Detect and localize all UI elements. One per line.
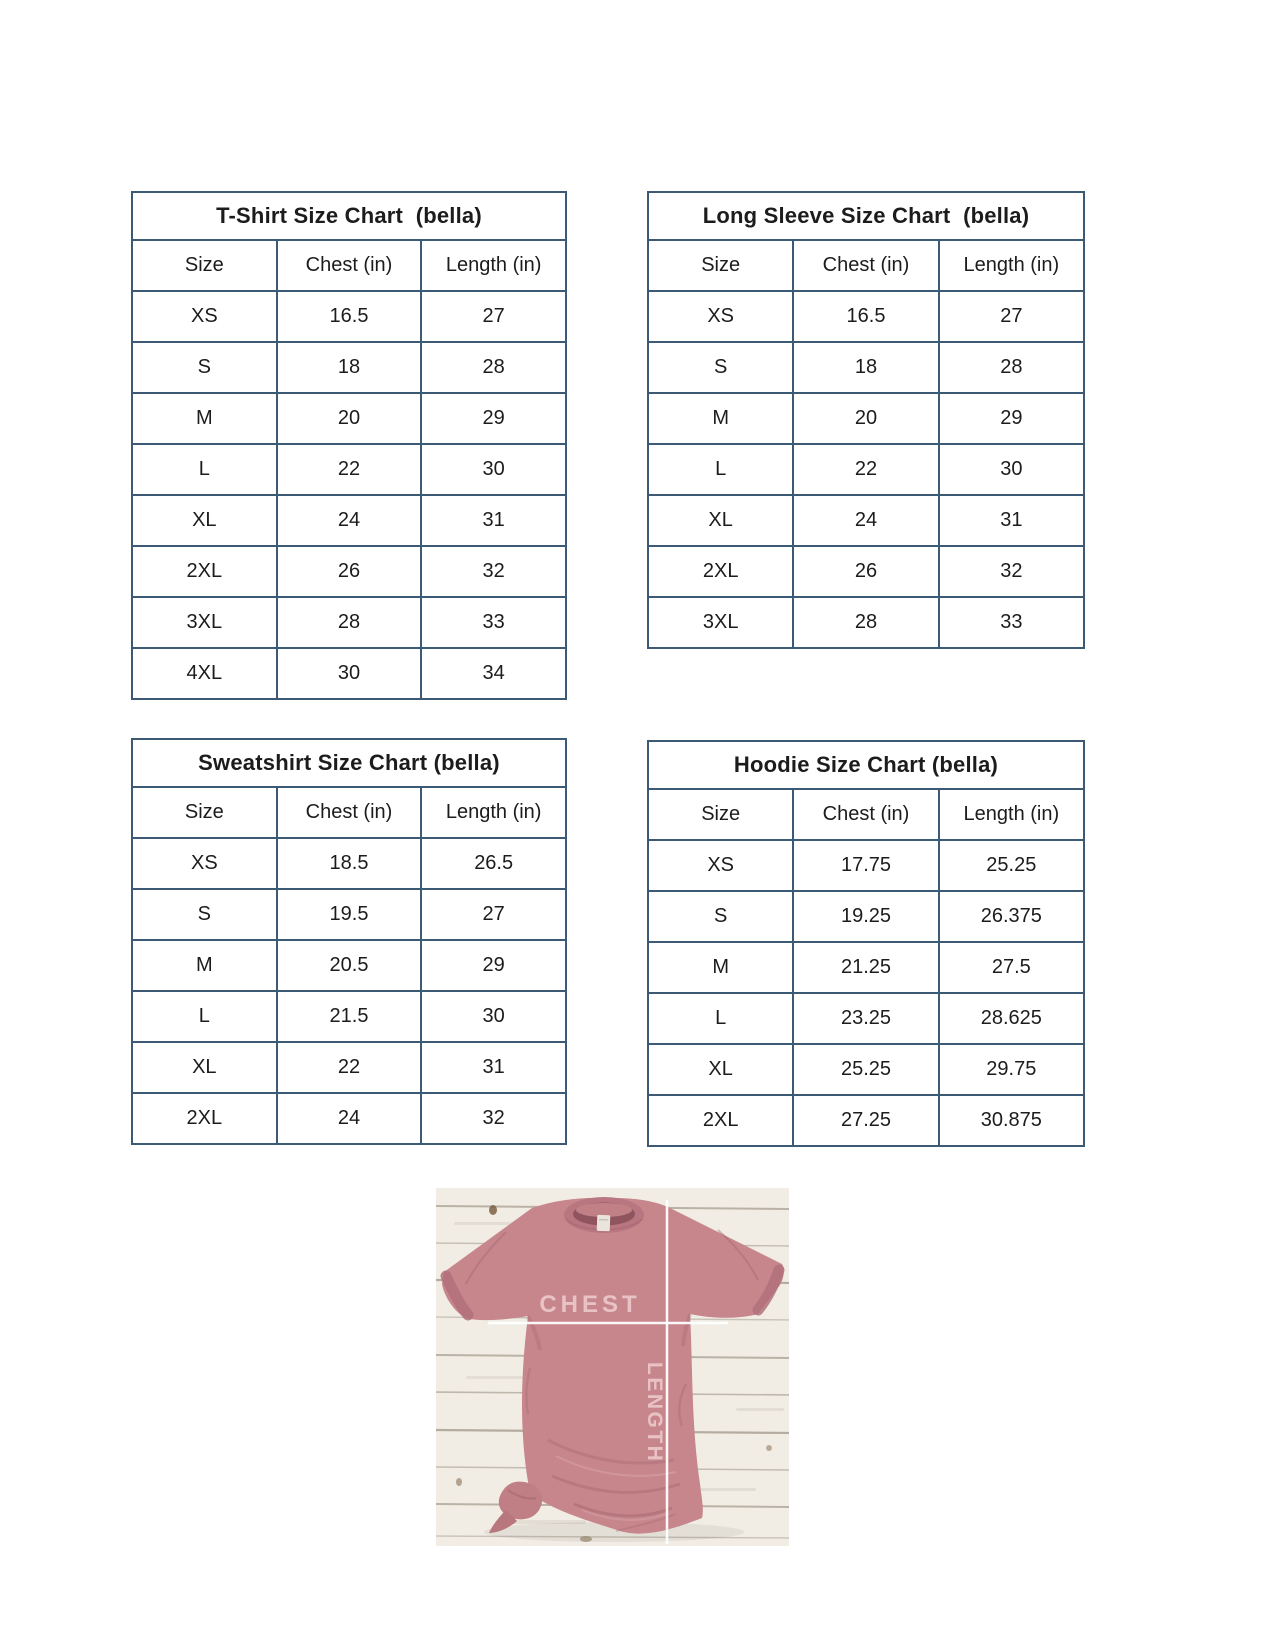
length-cell: 28.625	[939, 993, 1084, 1044]
size-row	[132, 291, 566, 342]
length-cell: 30	[421, 444, 566, 495]
length-cell: 32	[421, 546, 566, 597]
size-cell: XS	[132, 838, 277, 889]
column-header-row	[648, 789, 1084, 840]
table-body	[132, 787, 566, 1144]
table-title: T-Shirt Size Chart (bella)	[132, 192, 566, 240]
column-header-row	[132, 787, 566, 838]
chest-cell: 18.5	[277, 838, 422, 889]
size-row	[132, 393, 566, 444]
table-title-row	[648, 741, 1084, 789]
chest-cell: 20	[793, 393, 938, 444]
length-cell: 33	[939, 597, 1084, 648]
tshirt-table	[131, 191, 567, 700]
length-cell: 29	[421, 393, 566, 444]
size-cell: XL	[648, 1044, 793, 1095]
size-cell: 2XL	[648, 546, 793, 597]
length-cell: 28	[939, 342, 1084, 393]
hoodie-table	[647, 740, 1085, 1147]
size-cell: XS	[648, 291, 793, 342]
size-row	[132, 1093, 566, 1144]
size-cell: L	[132, 991, 277, 1042]
chest-cell: 22	[277, 444, 422, 495]
size-cell: XL	[132, 1042, 277, 1093]
size-row	[132, 444, 566, 495]
chest-column-header: Chest (in)	[277, 787, 422, 838]
table-title: Sweatshirt Size Chart (bella)	[132, 739, 566, 787]
chest-cell: 21.25	[793, 942, 938, 993]
chest-cell: 28	[793, 597, 938, 648]
length-cell: 27	[939, 291, 1084, 342]
size-row	[648, 942, 1084, 993]
long-sleeve-table	[647, 191, 1085, 649]
chest-cell: 28	[277, 597, 422, 648]
length-cell: 33	[421, 597, 566, 648]
size-cell: S	[648, 891, 793, 942]
size-cell: 3XL	[132, 597, 277, 648]
chest-cell: 27.25	[793, 1095, 938, 1146]
length-cell: 31	[421, 1042, 566, 1093]
size-row	[132, 495, 566, 546]
table-body	[648, 789, 1084, 1146]
chest-cell: 16.5	[793, 291, 938, 342]
chest-cell: 30	[277, 648, 422, 699]
size-cell: L	[648, 993, 793, 1044]
size-column-header: Size	[648, 789, 793, 840]
size-row	[648, 393, 1084, 444]
length-column-header: Length (in)	[939, 240, 1084, 291]
chest-cell: 21.5	[277, 991, 422, 1042]
column-header-row	[132, 240, 566, 291]
neck-tag	[597, 1215, 611, 1231]
size-row	[648, 546, 1084, 597]
length-cell: 29	[939, 393, 1084, 444]
shirt-measurement-photo	[436, 1188, 789, 1546]
size-row	[648, 891, 1084, 942]
size-column-header: Size	[132, 240, 277, 291]
length-cell: 28	[421, 342, 566, 393]
table-title-row	[132, 739, 566, 787]
size-row	[132, 838, 566, 889]
chest-cell: 25.25	[793, 1044, 938, 1095]
chest-cell: 24	[277, 495, 422, 546]
length-cell: 29.75	[939, 1044, 1084, 1095]
size-row	[132, 1042, 566, 1093]
chest-cell: 22	[793, 444, 938, 495]
size-cell: M	[648, 393, 793, 444]
size-cell: M	[648, 942, 793, 993]
length-cell: 32	[421, 1093, 566, 1144]
size-column-header: Size	[132, 787, 277, 838]
size-row	[648, 1095, 1084, 1146]
table-title: Hoodie Size Chart (bella)	[648, 741, 1084, 789]
chest-cell: 23.25	[793, 993, 938, 1044]
length-cell: 31	[421, 495, 566, 546]
length-column-header: Length (in)	[939, 789, 1084, 840]
size-chart-hoodie	[647, 740, 1085, 1147]
table-body	[648, 240, 1084, 648]
size-cell: 2XL	[648, 1095, 793, 1146]
length-cell: 27	[421, 291, 566, 342]
length-cell: 25.25	[939, 840, 1084, 891]
size-column-header: Size	[648, 240, 793, 291]
size-row	[648, 444, 1084, 495]
size-cell: L	[648, 444, 793, 495]
size-row	[648, 1044, 1084, 1095]
length-column-header: Length (in)	[421, 787, 566, 838]
length-cell: 34	[421, 648, 566, 699]
size-cell: XS	[132, 291, 277, 342]
size-row	[648, 993, 1084, 1044]
table-title-row	[132, 192, 566, 240]
chest-cell: 22	[277, 1042, 422, 1093]
size-cell: S	[132, 342, 277, 393]
length-cell: 29	[421, 940, 566, 991]
size-chart-tshirt	[131, 191, 567, 700]
size-row	[132, 991, 566, 1042]
chest-cell: 20.5	[277, 940, 422, 991]
length-cell: 32	[939, 546, 1084, 597]
chest-cell: 26	[277, 546, 422, 597]
chest-cell: 18	[793, 342, 938, 393]
size-cell: M	[132, 393, 277, 444]
sweatshirt-table	[131, 738, 567, 1145]
size-cell: XL	[132, 495, 277, 546]
size-cell: M	[132, 940, 277, 991]
size-row	[132, 342, 566, 393]
size-cell: XS	[648, 840, 793, 891]
table-body	[132, 240, 566, 699]
size-row	[648, 495, 1084, 546]
size-cell: S	[132, 889, 277, 940]
size-row	[648, 840, 1084, 891]
size-row	[648, 342, 1084, 393]
size-cell: 4XL	[132, 648, 277, 699]
length-cell: 27.5	[939, 942, 1084, 993]
size-row	[132, 940, 566, 991]
chest-cell: 18	[277, 342, 422, 393]
size-chart-long-sleeve	[647, 191, 1085, 649]
chest-cell: 24	[793, 495, 938, 546]
chest-cell: 19.25	[793, 891, 938, 942]
size-row	[132, 648, 566, 699]
length-cell: 30	[939, 444, 1084, 495]
column-header-row	[648, 240, 1084, 291]
chest-cell: 19.5	[277, 889, 422, 940]
size-cell: L	[132, 444, 277, 495]
length-cell: 30	[421, 991, 566, 1042]
length-cell: 27	[421, 889, 566, 940]
chest-column-header: Chest (in)	[793, 789, 938, 840]
chest-cell: 16.5	[277, 291, 422, 342]
chest-cell: 20	[277, 393, 422, 444]
length-label: LENGTH	[643, 1362, 666, 1464]
table-title-row	[648, 192, 1084, 240]
size-cell: 2XL	[132, 546, 277, 597]
chest-cell: 17.75	[793, 840, 938, 891]
size-chart-sweatshirt	[131, 738, 567, 1145]
shirt-measurement-illustration	[436, 1188, 789, 1546]
length-cell: 31	[939, 495, 1084, 546]
size-row	[648, 291, 1084, 342]
size-cell: 2XL	[132, 1093, 277, 1144]
chest-column-header: Chest (in)	[277, 240, 422, 291]
size-row	[648, 597, 1084, 648]
size-row	[132, 546, 566, 597]
collar-back-panel	[576, 1203, 632, 1217]
length-column-header: Length (in)	[421, 240, 566, 291]
length-cell: 26.5	[421, 838, 566, 889]
size-cell: XL	[648, 495, 793, 546]
chest-column-header: Chest (in)	[793, 240, 938, 291]
size-row	[132, 889, 566, 940]
size-row	[132, 597, 566, 648]
table-title: Long Sleeve Size Chart (bella)	[648, 192, 1084, 240]
size-cell: 3XL	[648, 597, 793, 648]
chest-label: CHEST	[539, 1291, 641, 1318]
length-cell: 26.375	[939, 891, 1084, 942]
size-cell: S	[648, 342, 793, 393]
chest-cell: 26	[793, 546, 938, 597]
length-cell: 30.875	[939, 1095, 1084, 1146]
chest-cell: 24	[277, 1093, 422, 1144]
